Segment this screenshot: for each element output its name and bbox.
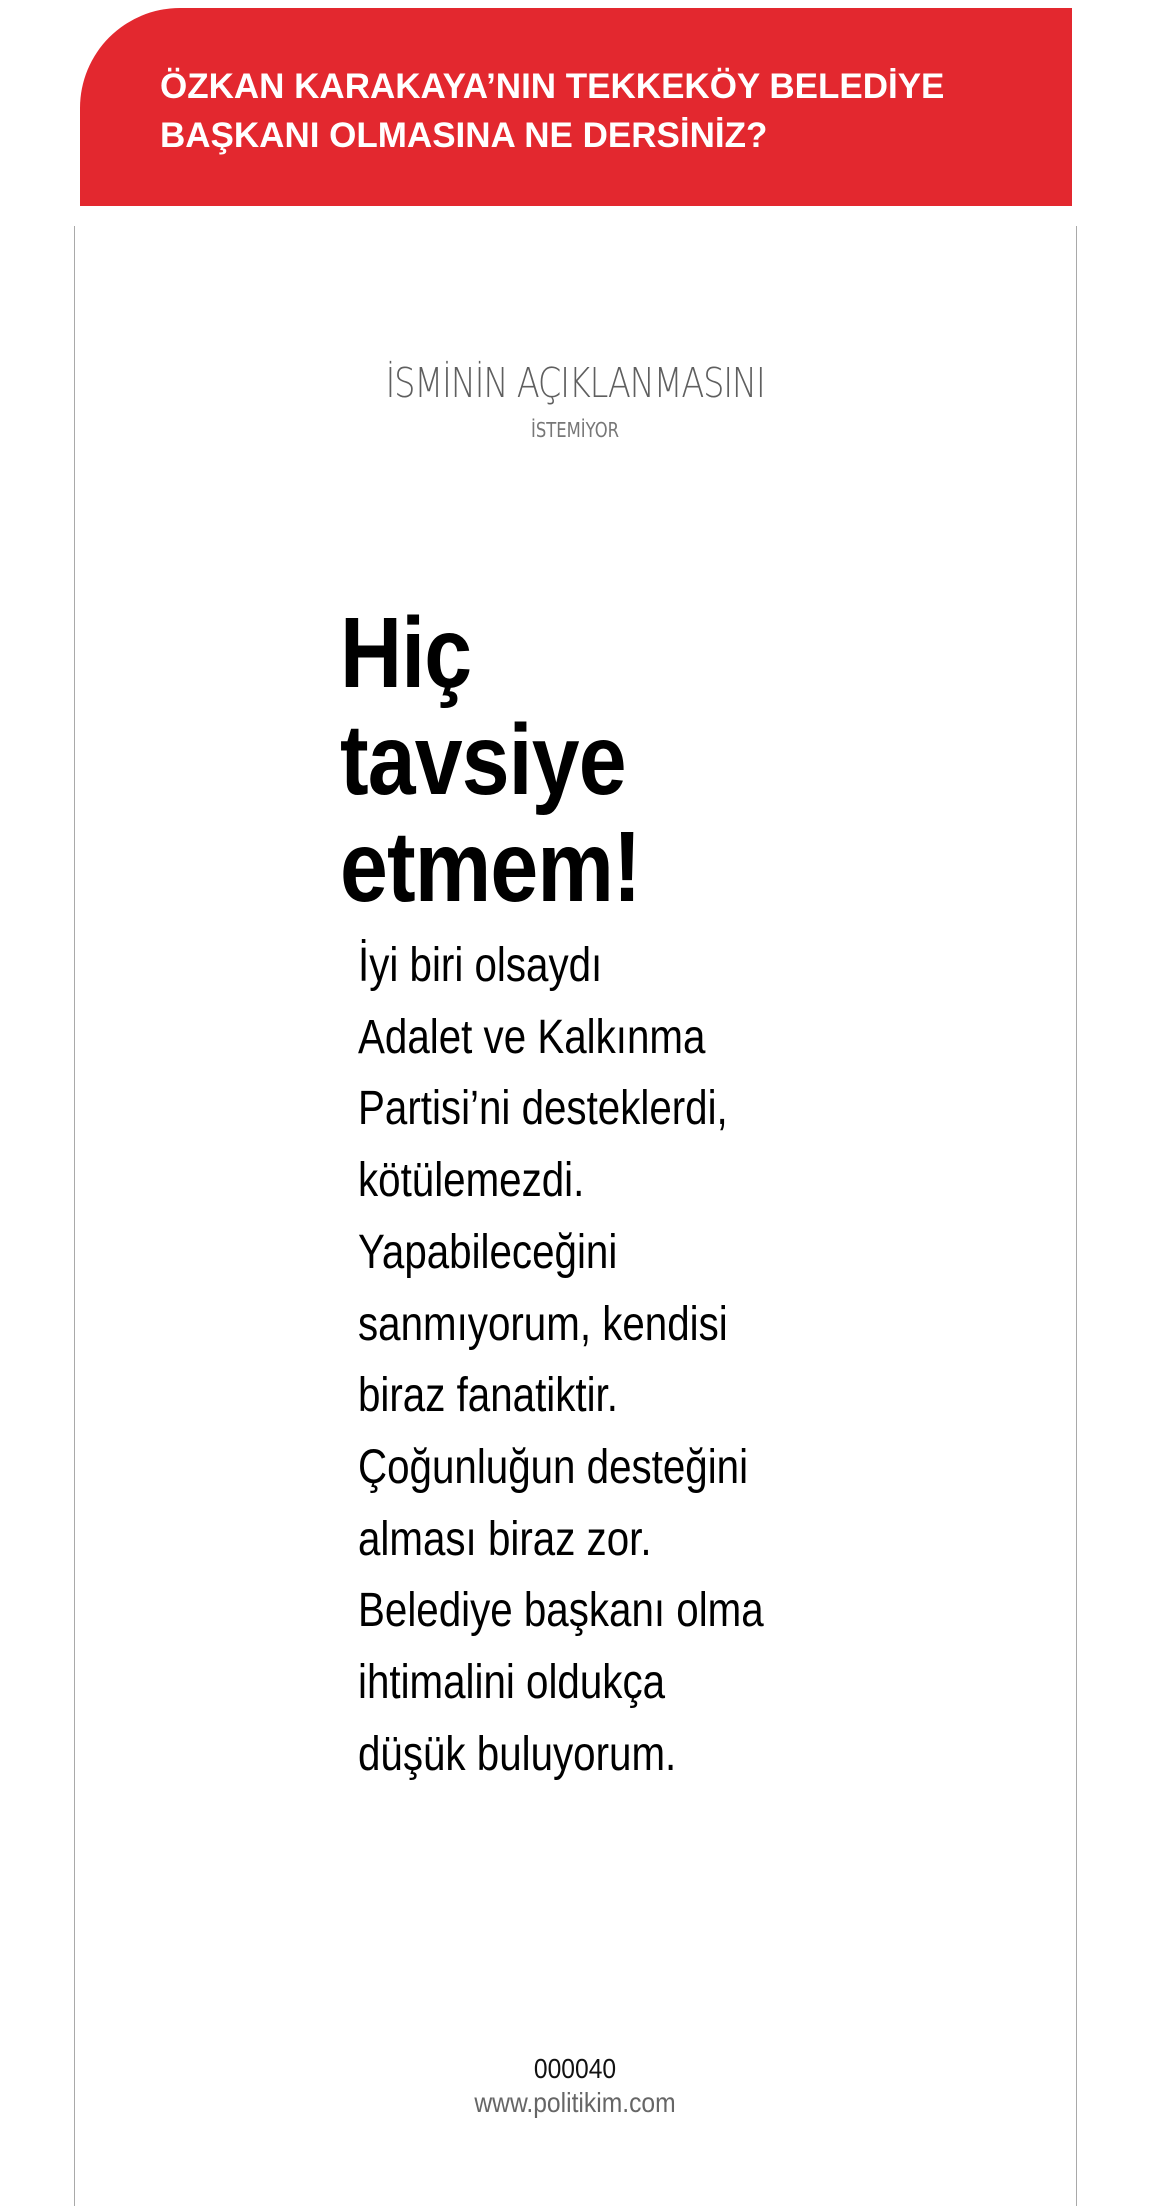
respondent-name: İSMİNİN AÇIKLANMASINI: [385, 359, 765, 407]
answer-line: Belediye başkanı olma: [358, 1584, 764, 1638]
answer-line: Adalet ve Kalkınma: [358, 1010, 706, 1064]
answer-line: Yapabileceğini: [358, 1225, 618, 1279]
answer-line: alması biraz zor.: [358, 1512, 652, 1566]
answer-line: ihtimalini oldukça: [358, 1656, 666, 1710]
answer-line: Partisi’ni desteklerdi,: [358, 1082, 728, 1136]
question-title: ÖZKAN KARAKAYA’NIN TEKKEKÖY BELEDİYE BAŞKANI OLMASINA NE DERSİNİZ?: [160, 67, 945, 155]
answer-line: sanmıyorum, kendisi: [358, 1297, 728, 1351]
footer-id: 000040: [533, 2053, 617, 2084]
footer-url-link[interactable]: www.politikim.com: [474, 2087, 676, 2118]
answer-line: biraz fanatiktir.: [358, 1369, 618, 1423]
answer-line: İyi biri olsaydı: [358, 939, 603, 992]
answer-headline: Hiç tavsiye etmem!: [340, 597, 641, 923]
answer-body: [358, 930, 878, 1790]
answer-line: düşük buluyorum.: [358, 1727, 677, 1781]
answer-line: Çoğunluğun desteğini: [358, 1440, 749, 1494]
respondent-note: İSTEMİYOR: [530, 418, 620, 442]
answer-line: kötülemezdi.: [358, 1154, 585, 1208]
header-banner: [80, 8, 1072, 206]
